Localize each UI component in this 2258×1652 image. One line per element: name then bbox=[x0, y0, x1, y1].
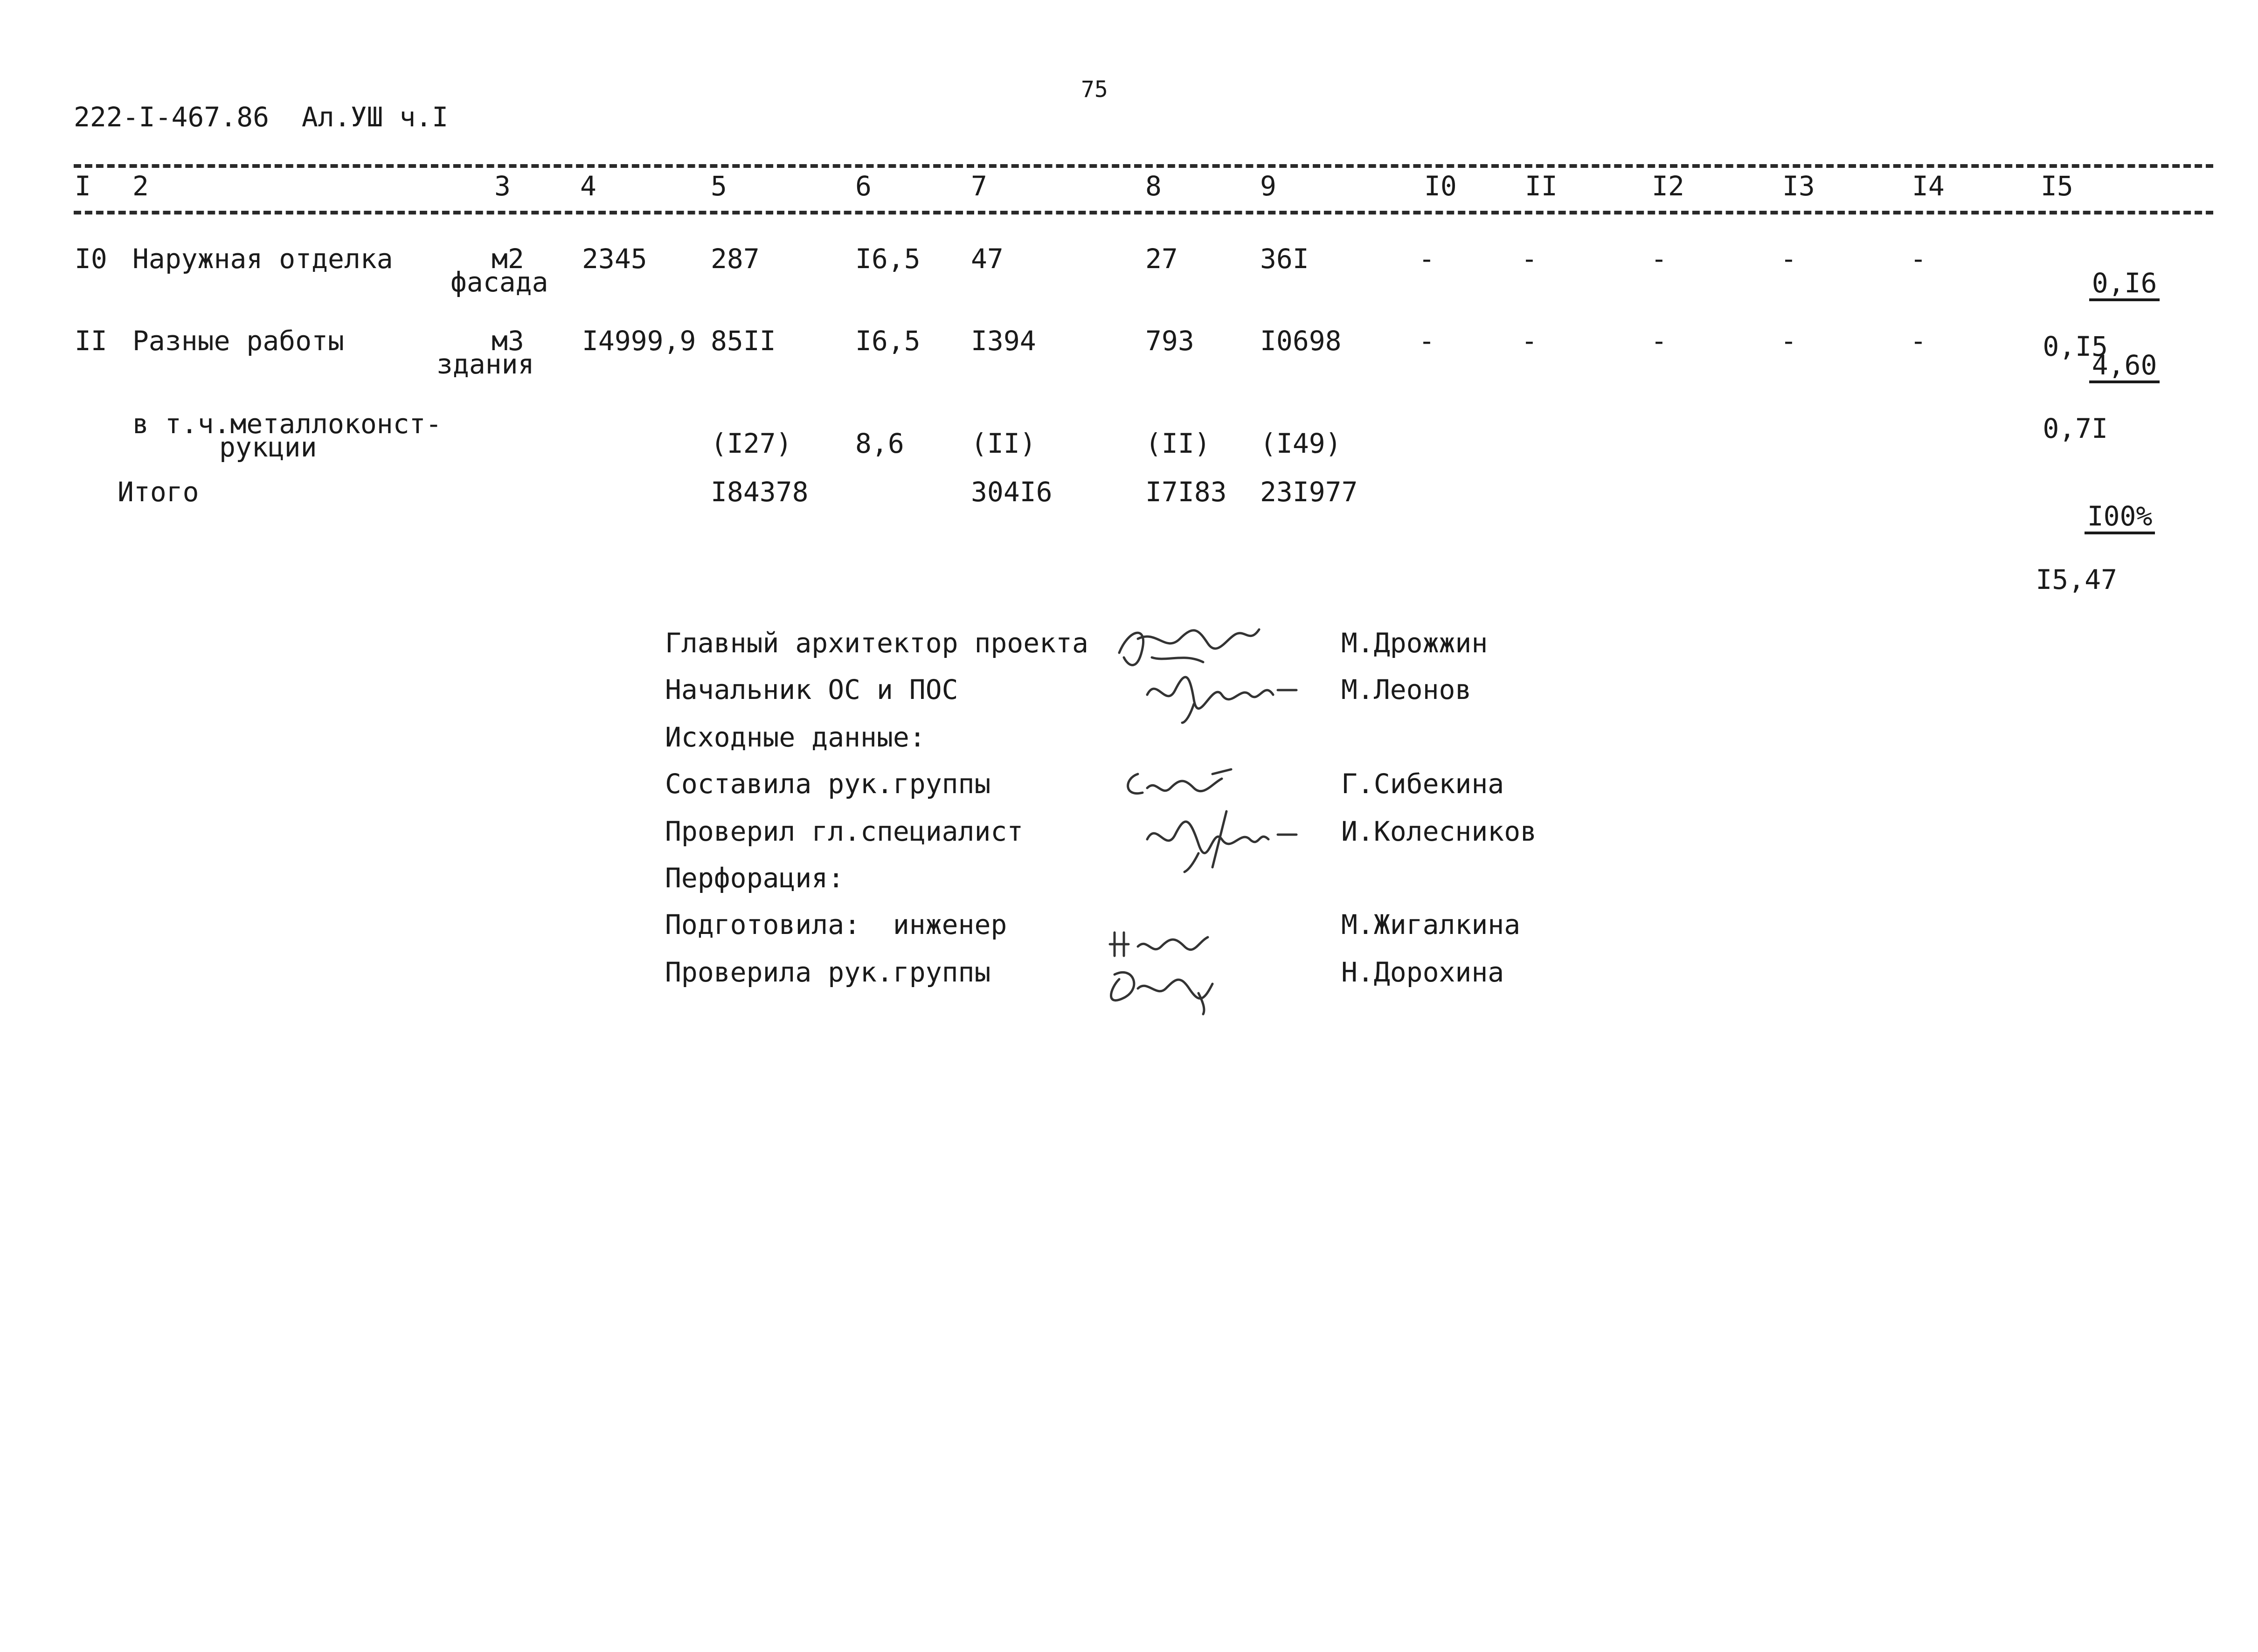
cell-col-8: 793 bbox=[1145, 325, 1194, 357]
table-top-rule bbox=[74, 164, 2213, 168]
fraction-numerator: 4,60 bbox=[2089, 352, 2160, 383]
cell-col-12: - bbox=[1651, 243, 1667, 275]
column-header-10: I0 bbox=[1424, 170, 1457, 202]
column-header-5: 5 bbox=[711, 170, 727, 202]
document-code: 222-I-467.86 Ал.УШ ч.I bbox=[74, 101, 449, 133]
column-header-3: 3 bbox=[494, 170, 511, 202]
cell-col-6: 8,6 bbox=[855, 428, 904, 459]
cell-col-8: (II) bbox=[1145, 428, 1211, 459]
column-header-9: 9 bbox=[1260, 170, 1276, 202]
cell-col-10: - bbox=[1419, 325, 1435, 357]
handwritten-signature-icon bbox=[1138, 662, 1306, 727]
cell-col-11: - bbox=[1521, 243, 1538, 275]
signature-role: Начальник ОС и ПОС bbox=[665, 674, 958, 705]
row-unit-note: здания bbox=[436, 348, 534, 380]
signature-name: М.Леонов bbox=[1341, 674, 1472, 705]
column-header-1: I bbox=[75, 170, 91, 202]
signature-section-label: Перфорация: bbox=[665, 862, 845, 894]
cell-col-7: I394 bbox=[971, 325, 1036, 357]
handwritten-signature-icon bbox=[1105, 923, 1217, 965]
cell-col-6: I6,5 bbox=[855, 325, 921, 357]
row-number: II bbox=[75, 325, 107, 357]
handwritten-signature-icon bbox=[1138, 802, 1306, 877]
signature-role: Проверил гл.специалист bbox=[665, 816, 1024, 847]
cell-col-15-fraction bbox=[2024, 325, 2157, 496]
cell-col-14: - bbox=[1910, 243, 1926, 275]
row-unit-note: фасада bbox=[450, 266, 548, 298]
signature-role: Составила рук.группы bbox=[665, 768, 991, 800]
cell-col-9: 23I977 bbox=[1260, 476, 1358, 508]
fraction-denominator: 0,I5 bbox=[2043, 331, 2108, 362]
cell-col-9: I0698 bbox=[1260, 325, 1342, 357]
fraction-numerator: 0,I6 bbox=[2089, 270, 2160, 301]
cell-col-8: 27 bbox=[1145, 243, 1178, 275]
cell-col-6: I6,5 bbox=[855, 243, 921, 275]
cell-col-4: I4999,9 bbox=[582, 325, 696, 357]
cell-col-5: I84378 bbox=[711, 476, 809, 508]
column-header-15: I5 bbox=[2041, 170, 2073, 202]
signature-role: Проверила рук.группы bbox=[665, 956, 991, 988]
column-header-12: I2 bbox=[1652, 170, 1684, 202]
signature-role: Подготовила: инженер bbox=[665, 909, 1007, 940]
column-header-6: 6 bbox=[855, 170, 872, 202]
cell-col-7: 304I6 bbox=[971, 476, 1053, 508]
column-header-7: 7 bbox=[971, 170, 987, 202]
signature-section-label: Исходные данные: bbox=[665, 721, 926, 753]
cell-col-7: 47 bbox=[971, 243, 1004, 275]
column-header-14: I4 bbox=[1912, 170, 1945, 202]
signature-role: Главный архитектор проекта bbox=[665, 627, 1088, 659]
cell-col-11: - bbox=[1521, 325, 1538, 357]
signature-name: М.Дрожжин bbox=[1341, 627, 1488, 659]
total-label: Итого bbox=[118, 476, 199, 508]
cell-col-14: - bbox=[1910, 325, 1926, 357]
cell-col-12: - bbox=[1651, 325, 1667, 357]
signature-name: Н.Дорохина bbox=[1341, 956, 1504, 988]
fraction-denominator: 0,7I bbox=[2043, 413, 2108, 444]
cell-col-5: 85II bbox=[711, 325, 776, 357]
table-header-rule bbox=[74, 211, 2213, 214]
subrow-name-line-1: в т.ч.металлоконст- bbox=[132, 408, 442, 440]
fraction-numerator: I00% bbox=[2085, 503, 2155, 534]
cell-col-4: 2345 bbox=[582, 243, 647, 275]
column-header-4: 4 bbox=[580, 170, 596, 202]
handwritten-signature-icon bbox=[1119, 760, 1240, 807]
signature-name: Г.Сибекина bbox=[1341, 768, 1504, 800]
signature-name: И.Колесников bbox=[1341, 816, 1537, 847]
column-header-8: 8 bbox=[1145, 170, 1162, 202]
row-name: Наружная отделка bbox=[132, 243, 393, 275]
cell-col-13: - bbox=[1780, 243, 1797, 275]
cell-col-10: - bbox=[1419, 243, 1435, 275]
row-number: I0 bbox=[75, 243, 107, 275]
cell-col-7: (II) bbox=[971, 428, 1036, 459]
row-unit: м3 bbox=[492, 325, 524, 357]
cell-col-9: (I49) bbox=[1260, 428, 1342, 459]
signature-name: М.Жигалкина bbox=[1341, 909, 1521, 940]
subrow-name-line-2: рукции bbox=[219, 431, 317, 463]
row-name: Разные работы bbox=[132, 325, 344, 357]
cell-col-15-fraction bbox=[2019, 476, 2153, 647]
cell-col-9: 36I bbox=[1260, 243, 1309, 275]
cell-col-13: - bbox=[1780, 325, 1797, 357]
cell-col-5: (I27) bbox=[711, 428, 792, 459]
row-unit: м2 bbox=[492, 243, 524, 275]
fraction-denominator: I5,47 bbox=[2036, 564, 2117, 595]
column-header-13: I3 bbox=[1782, 170, 1815, 202]
cell-col-8: I7I83 bbox=[1145, 476, 1227, 508]
column-header-2: 2 bbox=[132, 170, 149, 202]
page-number: 75 bbox=[1081, 76, 1108, 103]
column-header-11: II bbox=[1525, 170, 1558, 202]
cell-col-5: 287 bbox=[711, 243, 760, 275]
handwritten-signature-icon bbox=[1105, 961, 1226, 1016]
